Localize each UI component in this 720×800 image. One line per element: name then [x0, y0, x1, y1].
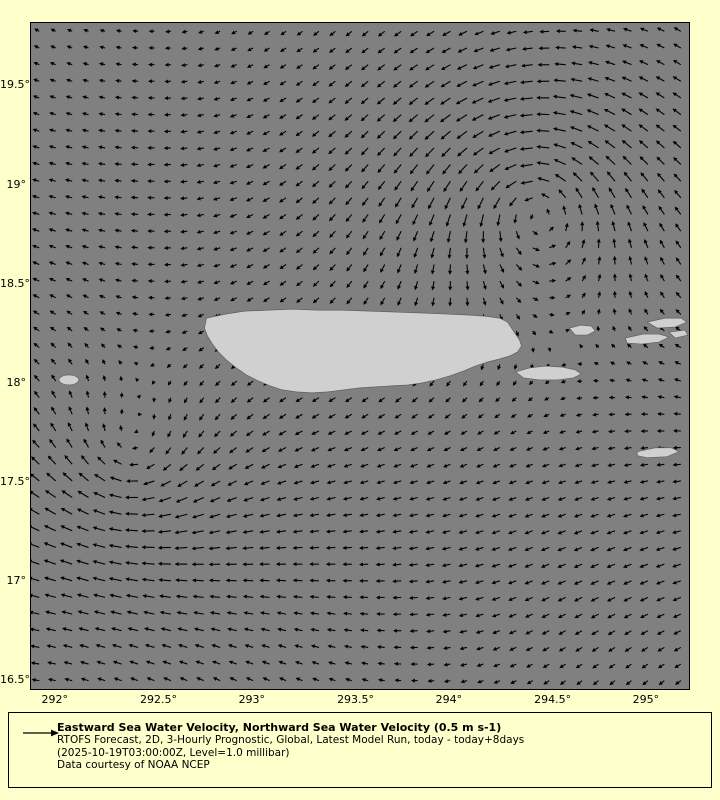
x-axis-tick-label: 293°	[238, 693, 266, 706]
map-plot-area[interactable]	[0, 22, 690, 706]
x-axis-tick-label: 293.5°	[337, 693, 375, 706]
y-axis-tick-label: 18.5°	[0, 276, 30, 290]
legend-line-2: (2025-10-19T03:00:00Z, Level=1.0 millibar)	[57, 746, 290, 759]
vieques-island	[516, 366, 582, 380]
st-croix-island	[637, 448, 679, 458]
st-thomas-island	[625, 334, 669, 344]
right-arrow-icon	[23, 727, 59, 739]
y-axis-tick-label: 16.5°	[0, 673, 30, 687]
x-axis-tick-label: 295°	[632, 693, 660, 706]
culebra-island	[569, 325, 595, 335]
land-polygons	[31, 23, 689, 689]
legend-line-3: Data courtesy of NOAA NCEP	[57, 759, 210, 771]
legend-caption-box	[8, 712, 712, 788]
puerto-rico-island	[204, 309, 521, 393]
x-axis-tick-label: 294°	[435, 693, 463, 706]
legend-title: Eastward Sea Water Velocity, Northward Sea Water Velocity (0.5 m s-1)	[57, 721, 502, 734]
legend-line-1: RTOFS Forecast, 2D, 3-Hourly Prognostic, Global, Latest Model Run, today - today+8days	[57, 734, 525, 746]
x-axis-tick-label: 292°	[41, 693, 69, 706]
y-axis-tick-label: 17°	[6, 573, 26, 587]
virgin-gorda-island	[669, 330, 688, 338]
x-axis-tick-label: 294.5°	[534, 693, 572, 706]
y-axis-tick-label: 19.5°	[0, 78, 30, 92]
y-axis-tick-label: 19°	[6, 177, 26, 191]
tortola-island	[647, 318, 687, 328]
ocean-background[interactable]	[30, 22, 690, 690]
y-axis-tick-label: 18°	[6, 375, 26, 389]
y-axis-tick-label: 17.5°	[0, 474, 30, 488]
small-island-west	[59, 375, 79, 385]
x-axis-tick-label: 292.5°	[140, 693, 178, 706]
